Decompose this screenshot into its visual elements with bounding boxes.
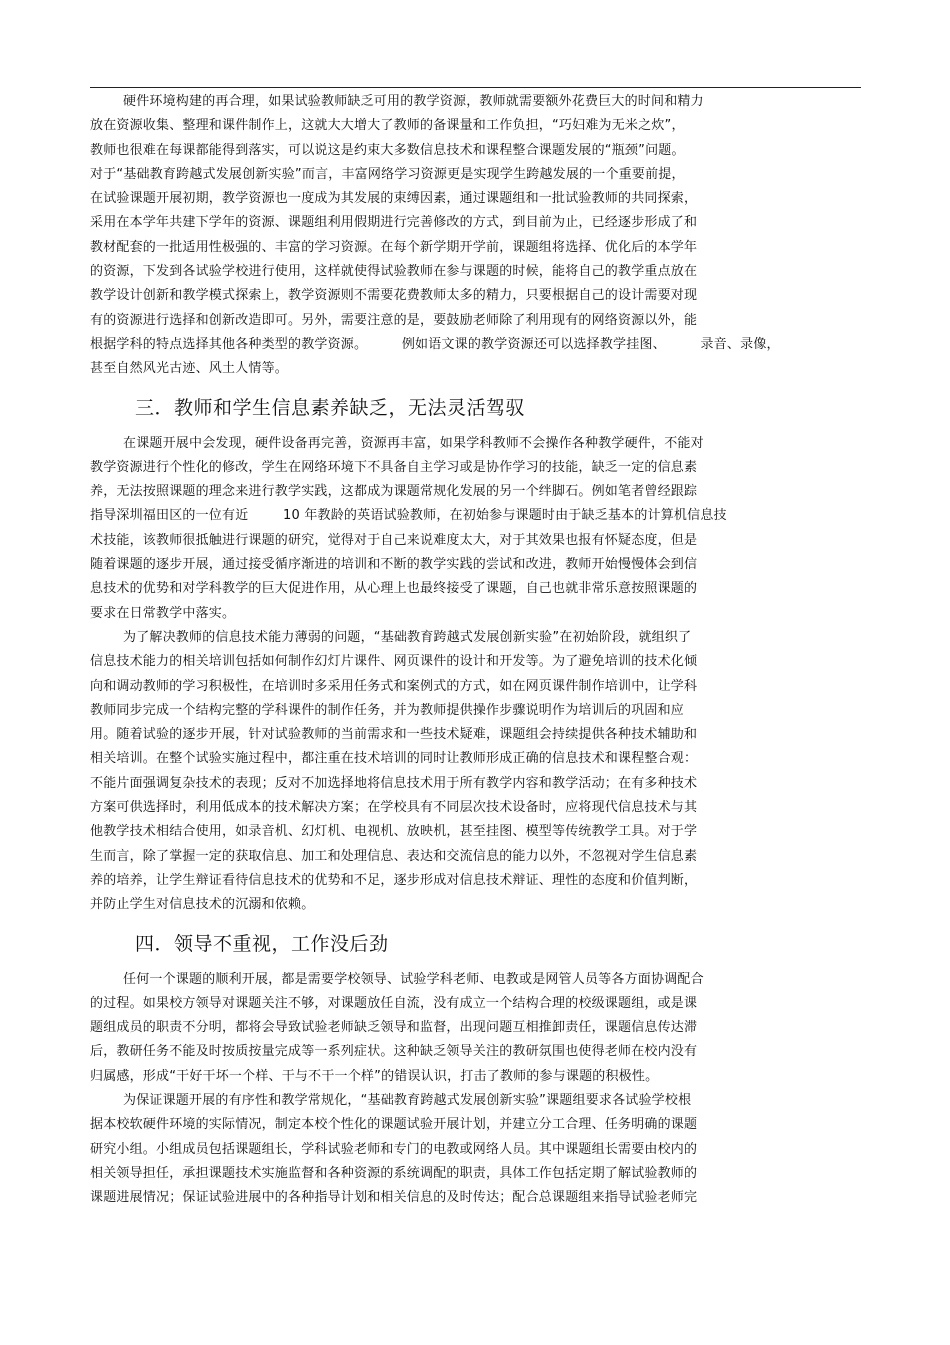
text-line: 要求在日常教学中落实。 — [90, 605, 236, 621]
text-line: 在试验课题开展初期，教学资源也一度成为其发展的束缚因素，通过课题组和一批试验教师的共同探索， — [90, 191, 698, 207]
text-line: 教学设计创新和教学模式探索上，教学资源则不需要花费教师太多的精力，只要根据自己的设计需要对现 — [90, 288, 698, 304]
text-line: 教材配套的一批适用性极强的、丰富的学习资源。在每个新学期开学前，课题组将选择、优化后的本学年 — [90, 239, 698, 255]
text-line: 任何一个课题的顺利开展，都是需要学校领导、试验学科老师、电教或是网管人员等各方面协调配合 — [123, 971, 704, 987]
text-line: 硬件环境构建的再合理，如果试验教师缺乏可用的教学资源，教师就需要额外花费巨大的时间和精力 — [123, 94, 704, 109]
text-line: 的过程。如果校方领导对课题关注不够，对课题放任自流，没有成立一个结构合理的校级课题组，或是课 — [90, 995, 698, 1011]
paragraph-literacy — [90, 432, 880, 626]
text-line: 向和调动教师的学习积极性，在培训时多采用任务式和案例式的方式，如在网页课件制作培训中，让学科 — [90, 678, 698, 694]
text-line: 相关领导担任，承担课题技术实施监督和各种资源的系统调配的职责，具体工作包括定期了解试验教师的 — [90, 1165, 698, 1181]
text-line: 教师也很难在每课都能得到落实，可以说这是约束大多数信息技术和课程整合课题发展的“瓶颈”问题。 — [90, 142, 685, 158]
text-line: 为了解决教师的信息技术能力薄弱的问题，“基础教育跨越式发展创新实验”在初始阶段，就组织了 — [123, 629, 692, 645]
text-line: 采用在本学年共建下学年的资源、课题组利用假期进行完善修改的方式，到目前为止，已经逐步形成了和 — [90, 215, 698, 231]
text-line: 息技术的优势和对学科教学的巨大促进作用，从心理上也最终接受了课题，自己也就非常乐意按照课题的 — [90, 581, 698, 597]
text-line: 归属感，形成“干好干坏一个样、干与不干一个样”的错误认识，打击了教师的参与课题的积极性。 — [90, 1068, 659, 1084]
text-line: 养，无法按照课题的理念来进行教学实践，这都成为课题常规化发展的另一个绊脚石。例如笔者曾经跟踪 — [90, 484, 698, 500]
text-line: 根据学科的特点选择其他各种类型的教学资源。 例如语文课的教学资源还可以选择教学挂图、 录音、录像， — [90, 336, 780, 352]
text-line: 用。随着试验的逐步开展，针对试验教师的当前需求和一些技术疑难，课题组会持续提供各种技术辅助和 — [90, 727, 698, 743]
text-line: 甚至自然风光古迹、风土人情等。 — [90, 361, 289, 377]
text-line: 生而言，除了掌握一定的获取信息、加工和处理信息、表达和交流信息的能力以外，不忽视对学生信息素 — [90, 848, 698, 864]
text-line: 后，教研任务不能及时按质按量完成等一系列症状。这种缺乏领导关注的教研氛围也使得老师在校内没有 — [90, 1044, 698, 1060]
text-line: 在课题开展中会发现，硬件设备再完善，资源再丰富，如果学科教师不会操作各种教学硬件，不能对 — [123, 435, 704, 451]
text-line: 放在资源收集、整理和课件制作上，这就大大增大了教师的备课量和工作负担，“巧妇难为无米之炊”， — [90, 118, 685, 134]
text-line: 并防止学生对信息技术的沉溺和依赖。 — [90, 897, 315, 913]
section-heading-3: 三．教师和学生信息素养缺乏，无法灵活驾驭 — [135, 396, 526, 419]
text-line: 题组成员的职责不分明，都将会导致试验老师缺乏领导和监督，出现问题互相推卸责任，课题信息传达滞 — [90, 1020, 698, 1036]
text-line: 有的资源进行选择和创新改造即可。另外，需要注意的是，要鼓励老师除了利用现有的网络资源以外，能 — [90, 312, 698, 328]
text-line: 的资源，下发到各试验学校进行使用，这样就使得试验教师在参与课题的时候，能将自己的教学重点放在 — [90, 264, 698, 280]
text-line: 教师同步完成一个结构完整的学科课件的制作任务，并为教师提供操作步骤说明作为培训后的巩固和应 — [90, 702, 685, 718]
text-line: 据本校软硬件环境的实际情况，制定本校个性化的课题试验开展计划，并建立分工合理、任务明确的课题 — [90, 1117, 698, 1133]
paragraph-training — [90, 626, 880, 918]
text-line: 教学资源进行个性化的修改，学生在网络环境下不具备自主学习或是协作学习的技能，缺乏一定的信息素 — [90, 459, 698, 475]
text-line: 随着课题的逐步开展，通过接受循序渐进的培训和不断的教学实践的尝试和改进，教师开始慢慢体会到信 — [90, 557, 698, 573]
text-line: 术技能，该教师很抵触进行课题的研究，觉得对于自己来说难度太大，对于其效果也报有怀疑态度，但是 — [90, 532, 698, 548]
text-line: 相关培训。在整个试验实施过程中，都注重在技术培训的同时让教师形成正确的信息技术和课程整合观： — [90, 751, 698, 767]
paragraph-organization — [90, 1089, 880, 1210]
header-rule — [90, 87, 861, 88]
text-line: 信息技术能力的相关培训包括如何制作幻灯片课件、网页课件的设计和开发等。为了避免培训的技术化倾 — [90, 654, 698, 670]
paragraph-resources — [90, 90, 880, 382]
text-line: 不能片面强调复杂技术的表现；反对不加选择地将信息技术用于所有教学内容和教学活动；在有多种技术 — [90, 775, 698, 791]
text-line: 研究小组。小组成员包括课题组长，学科试验老师和专门的电教或网络人员。其中课题组长需要由校内的 — [90, 1141, 698, 1157]
text-line: 他教学技术相结合使用，如录音机、幻灯机、电视机、放映机，甚至挂图、模型等传统教学工具。对于学 — [90, 824, 698, 840]
text-line: 养的培养，让学生辩证看待信息技术的优势和不足，逐步形成对信息技术辩证、理性的态度和价值判断， — [90, 872, 698, 888]
text-line: 为保证课题开展的有序性和教学常规化，“基础教育跨越式发展创新实验”课题组要求各试验学校根 — [123, 1092, 692, 1108]
text-line: 方案可供选择时，利用低成本的技术解决方案；在学校具有不同层次技术设备时，应将现代信息技术与其 — [90, 800, 698, 816]
text-line: 指导深圳福田区的一位有近 10 年教龄的英语试验教师，在初始参与课题时由于缺乏基本的计算机信息技 — [90, 508, 727, 524]
section-heading-4: 四．领导不重视，工作没后劲 — [135, 932, 389, 955]
paragraph-leadership — [90, 968, 880, 1089]
text-line: 对于“基础教育跨越式发展创新实验”而言，丰富网络学习资源更是实现学生跨越发展的一个重要前提， — [90, 166, 685, 182]
document-body — [90, 90, 880, 1210]
text-line: 课题进展情况；保证试验进展中的各种指导计划和相关信息的及时传达；配合总课题组来指导试验老师完 — [90, 1190, 698, 1206]
